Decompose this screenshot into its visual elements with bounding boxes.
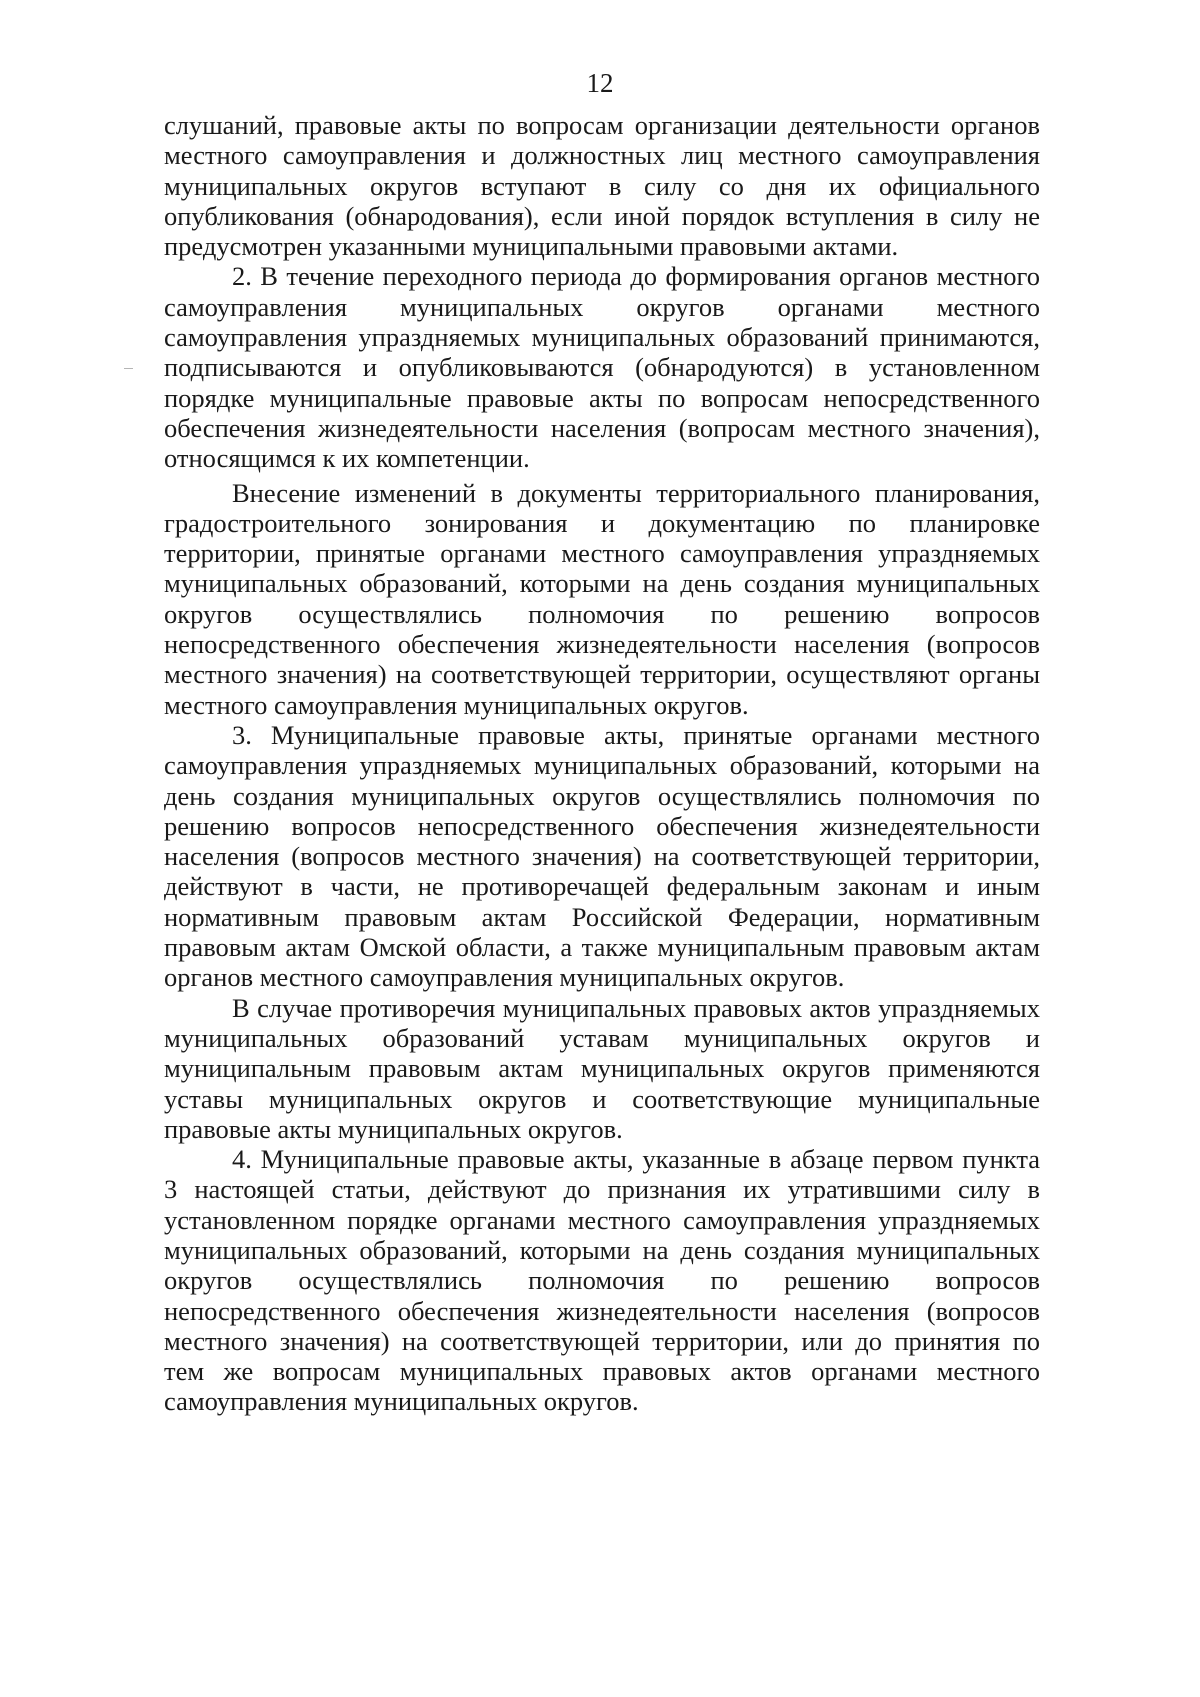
paragraph-item-4: 4. Муниципальные правовые акты, указанные в абзаце первом пункта 3 настоящей статьи, действуют до признания их утратившими силу в установленном порядке органами местного самоуправления упраздняемых муниципальных образований, которыми на день создания муниципальных округов осуществлялись полномочия по решению вопросов непосредственного обеспечения жизнедеятельности населения (вопросов местного значения) на соответствующей территории, или до принятия по тем же вопросам муниципальных правовых актов органами местного самоуправления муниципальных округов. <box>164 1144 1040 1417</box>
page-number: 12 <box>586 68 614 98</box>
margin-mark <box>124 368 133 369</box>
paragraph-item-2: 2. В течение переходного периода до формирования органов местного самоуправления муниципальных округов органами местного самоуправления упраздняемых муниципальных образований принимаются, подписываются и опубликовываются (обнародуются) в установленном порядке муниципальные правовые акты по вопросам непосредственного обеспечения жизнедеятельности населения (вопросам местного значения), относящимся к их компетенции. <box>164 261 1040 474</box>
paragraph-item-3: 3. Муниципальные правовые акты, принятые органами местного самоуправления упраздняемых муниципальных образований, которыми на день создания муниципальных округов осуществлялись полномочия по решению вопросов непосредственного обеспечения жизнедеятельности населения (вопросов местного значения) на соответствующей территории, действуют в части, не противоречащей федеральным законам и иным нормативным правовым актам Российской Федерации, нормативным правовым актам Омской области, а также муниципальным правовым актам органов местного самоуправления муниципальных округов. <box>164 719 1040 993</box>
paragraph-item-3-contradictions: В случае противоречия муниципальных правовых актов упраздняемых муниципальных образований уставам муниципальных округов и муниципальным правовым актам муниципальных округов применяются уставы муниципальных округов и соответствующие муниципальные правовые акты муниципальных округов. <box>164 992 1040 1144</box>
document-body <box>164 110 1040 1417</box>
paragraph-item-2-amendments: Внесение изменений в документы территориального планирования, градостроительного зонирования и документацию по планировке территории, принятые органами местного самоуправления упраздняемых муниципальных образований, которыми на день создания муниципальных округов осуществлялись полномочия по решению вопросов непосредственного обеспечения жизнедеятельности населения (вопросов местного значения) на соответствующей территории, осуществляют органы местного самоуправления муниципальных округов. <box>164 477 1040 720</box>
paragraph-continuation: слушаний, правовые акты по вопросам организации деятельности органов местного самоуправления и должностных лиц местного самоуправления муниципальных округов вступают в силу со дня их официального опубликования (обнародования), если иной порядок вступления в силу не предусмотрен указанными муниципальными правовыми актами. <box>164 110 1040 262</box>
